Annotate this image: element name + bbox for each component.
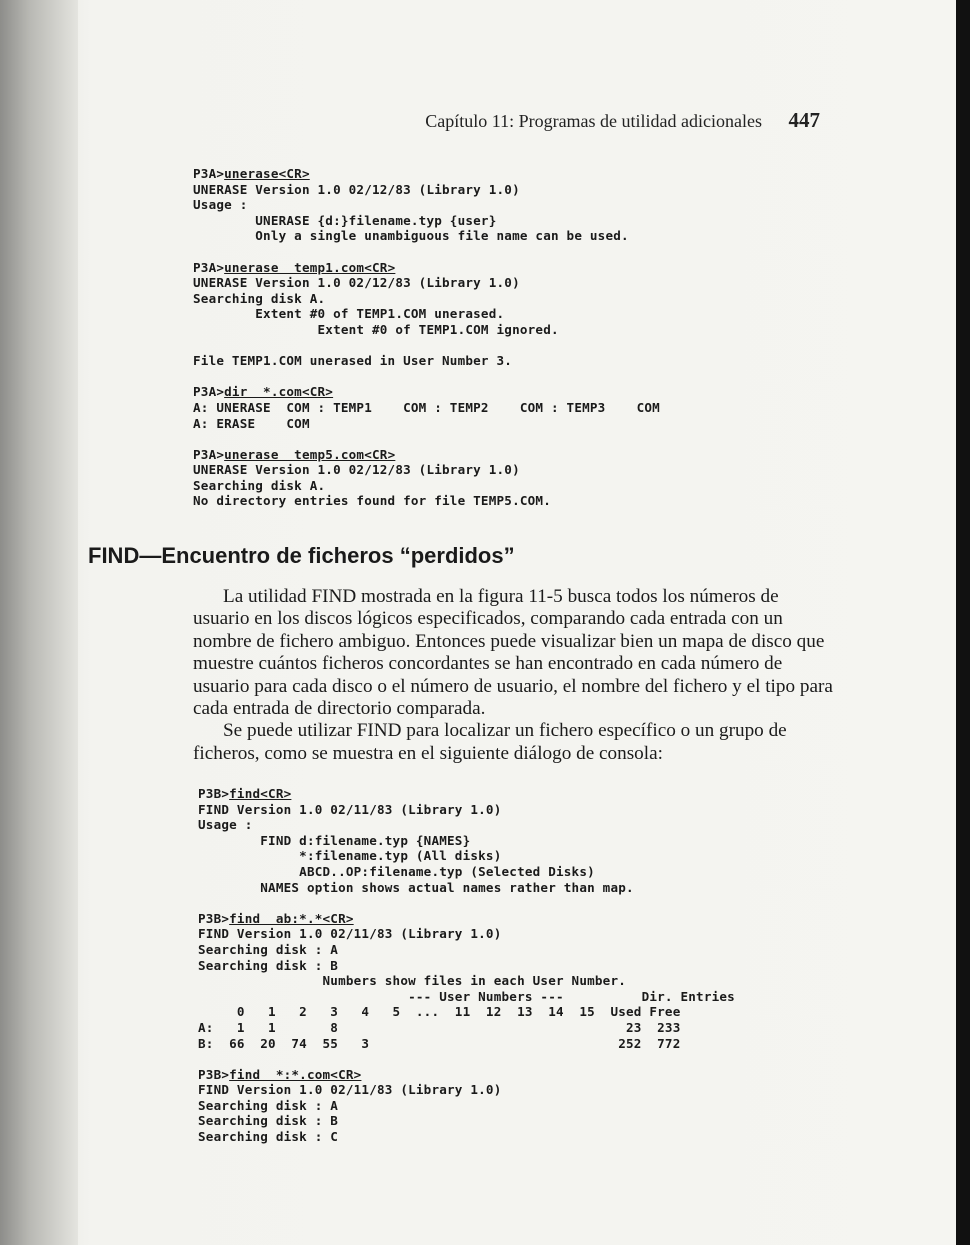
typed-command: find ab:*.*<CR> bbox=[229, 910, 354, 926]
console-output: UNERASE {d:}filename.typ {user} bbox=[193, 212, 497, 228]
console-line bbox=[193, 353, 660, 369]
console-line bbox=[198, 926, 735, 942]
console-output: Usage : bbox=[193, 197, 248, 213]
console-output: A: UNERASE COM : TEMP1 COM : TEMP2 COM : TEMP3 COM bbox=[193, 399, 660, 415]
console-line bbox=[193, 462, 660, 478]
console-output: FIND Version 1.0 02/11/83 (Library 1.0) bbox=[198, 1082, 502, 1098]
console-line bbox=[193, 291, 660, 307]
blank-line bbox=[193, 338, 660, 354]
typed-command: find *:*.com<CR> bbox=[229, 1066, 362, 1082]
console-output: Extent #0 of TEMP1.COM ignored. bbox=[193, 321, 559, 337]
typed-command: unerase<CR> bbox=[224, 166, 310, 181]
console-output: NAMES option shows actual names rather than map. bbox=[198, 879, 634, 895]
console-line bbox=[193, 275, 660, 291]
console-line bbox=[193, 416, 660, 432]
console-prompt: P3B> bbox=[198, 786, 230, 801]
console-line bbox=[198, 1129, 735, 1145]
console-line bbox=[198, 911, 735, 927]
console-output: Searching disk : B bbox=[198, 1113, 339, 1129]
console-listing-find bbox=[198, 786, 735, 1145]
console-line bbox=[193, 213, 660, 229]
running-header bbox=[425, 108, 820, 133]
console-output: 0 1 2 3 4 5 ... 11 12 13 14 15 Used Free bbox=[198, 1004, 681, 1020]
console-output: Usage : bbox=[198, 817, 253, 833]
typed-command: find<CR> bbox=[229, 786, 292, 801]
console-line bbox=[193, 384, 660, 400]
console-output: A: ERASE COM bbox=[193, 415, 310, 431]
chapter-title: Capítulo 11: Programas de utilidad adicionales bbox=[425, 111, 762, 131]
console-output: FIND d:filename.typ {NAMES} bbox=[198, 832, 471, 848]
console-line bbox=[193, 493, 660, 509]
console-output: Searching disk A. bbox=[193, 290, 326, 306]
page-binding-shadow bbox=[0, 0, 78, 1245]
console-line bbox=[198, 958, 735, 974]
console-output: A: 1 1 8 23 233 bbox=[198, 1019, 681, 1035]
console-line bbox=[198, 817, 735, 833]
console-output: Only a single unambiguous file name can be used. bbox=[193, 228, 629, 244]
console-line bbox=[193, 182, 660, 198]
typed-command: dir *.com<CR> bbox=[224, 384, 334, 400]
console-output: Searching disk : A bbox=[198, 941, 339, 957]
page-edge-shadow bbox=[956, 0, 970, 1245]
console-line bbox=[193, 306, 660, 322]
console-line bbox=[193, 478, 660, 494]
typed-command: unerase temp1.com<CR> bbox=[224, 259, 396, 275]
blank-line bbox=[198, 1051, 735, 1067]
typed-command: unerase temp5.com<CR> bbox=[224, 446, 396, 462]
section-heading: FIND—Encuentro de ficheros “perdidos” bbox=[88, 543, 515, 568]
console-output: FIND Version 1.0 02/11/83 (Library 1.0) bbox=[198, 801, 502, 817]
console-line bbox=[198, 802, 735, 818]
console-output: ABCD..OP:filename.typ (Selected Disks) bbox=[198, 863, 595, 879]
blank-line bbox=[193, 431, 660, 447]
console-line bbox=[198, 1004, 735, 1020]
console-line bbox=[198, 1020, 735, 1036]
blank-line bbox=[193, 244, 660, 260]
console-prompt: P3A> bbox=[193, 384, 225, 400]
console-output: Searching disk : C bbox=[198, 1129, 339, 1145]
console-line bbox=[193, 260, 660, 276]
console-line bbox=[193, 228, 660, 244]
console-output: Searching disk A. bbox=[193, 477, 326, 493]
console-prompt: P3A> bbox=[193, 259, 225, 275]
console-output: No directory entries found for file TEMP5.COM. bbox=[193, 493, 551, 509]
console-prompt: P3A> bbox=[193, 446, 225, 462]
console-output: B: 66 20 74 55 3 252 772 bbox=[198, 1035, 681, 1051]
console-line bbox=[193, 400, 660, 416]
paragraph-1: La utilidad FIND mostrada en la figura 11-5 busca todos los números de usuario en los discos lógicos especificados, comparando cada entrada con un nombre de fichero ambiguo. Entonces puede visualizar bien un mapa de disco que muestre cuántos ficheros concordantes se han encontrado en cada número de usuario para cada disco o el número de usuario, el nombre del fichero y el tipo para cada entrada de directorio comparada. bbox=[193, 586, 833, 720]
console-output: UNERASE Version 1.0 02/12/83 (Library 1.0) bbox=[193, 275, 520, 291]
console-line bbox=[198, 942, 735, 958]
console-line bbox=[198, 1113, 735, 1129]
console-prompt: P3A> bbox=[193, 166, 225, 181]
console-output: *:filename.typ (All disks) bbox=[198, 848, 502, 864]
paragraph-2: Se puede utilizar FIND para localizar un fichero específico o un grupo de ficheros, como se muestra en el siguiente diálogo de consola: bbox=[193, 720, 787, 764]
console-line bbox=[198, 989, 735, 1005]
console-output: Numbers show files in each User Number. bbox=[198, 973, 627, 989]
console-line bbox=[193, 166, 660, 182]
console-line bbox=[198, 1082, 735, 1098]
blank-line bbox=[193, 369, 660, 385]
console-line bbox=[198, 880, 735, 896]
console-output: Searching disk : A bbox=[198, 1097, 339, 1113]
console-prompt: P3B> bbox=[198, 910, 230, 926]
console-line bbox=[198, 864, 735, 880]
console-output: Searching disk : B bbox=[198, 957, 339, 973]
console-line bbox=[198, 1067, 735, 1083]
console-line bbox=[193, 322, 660, 338]
console-output: File TEMP1.COM unerased in User Number 3. bbox=[193, 353, 513, 369]
console-listing-unerase bbox=[193, 166, 660, 509]
console-line bbox=[198, 973, 735, 989]
page-number: 447 bbox=[788, 108, 820, 132]
console-output: UNERASE Version 1.0 02/12/83 (Library 1.0) bbox=[193, 181, 520, 197]
console-line bbox=[198, 786, 735, 802]
console-prompt: P3B> bbox=[198, 1066, 230, 1082]
console-output: FIND Version 1.0 02/11/83 (Library 1.0) bbox=[198, 926, 502, 942]
blank-line bbox=[198, 895, 735, 911]
console-line bbox=[193, 197, 660, 213]
console-output: Extent #0 of TEMP1.COM unerased. bbox=[193, 306, 505, 322]
console-line bbox=[198, 848, 735, 864]
console-output: --- User Numbers --- Dir. Entries bbox=[198, 988, 735, 1004]
body-text bbox=[193, 586, 833, 765]
console-line bbox=[198, 1036, 735, 1052]
console-output: UNERASE Version 1.0 02/12/83 (Library 1.0) bbox=[193, 462, 520, 478]
console-line bbox=[198, 833, 735, 849]
console-line bbox=[198, 1098, 735, 1114]
console-line bbox=[193, 447, 660, 463]
